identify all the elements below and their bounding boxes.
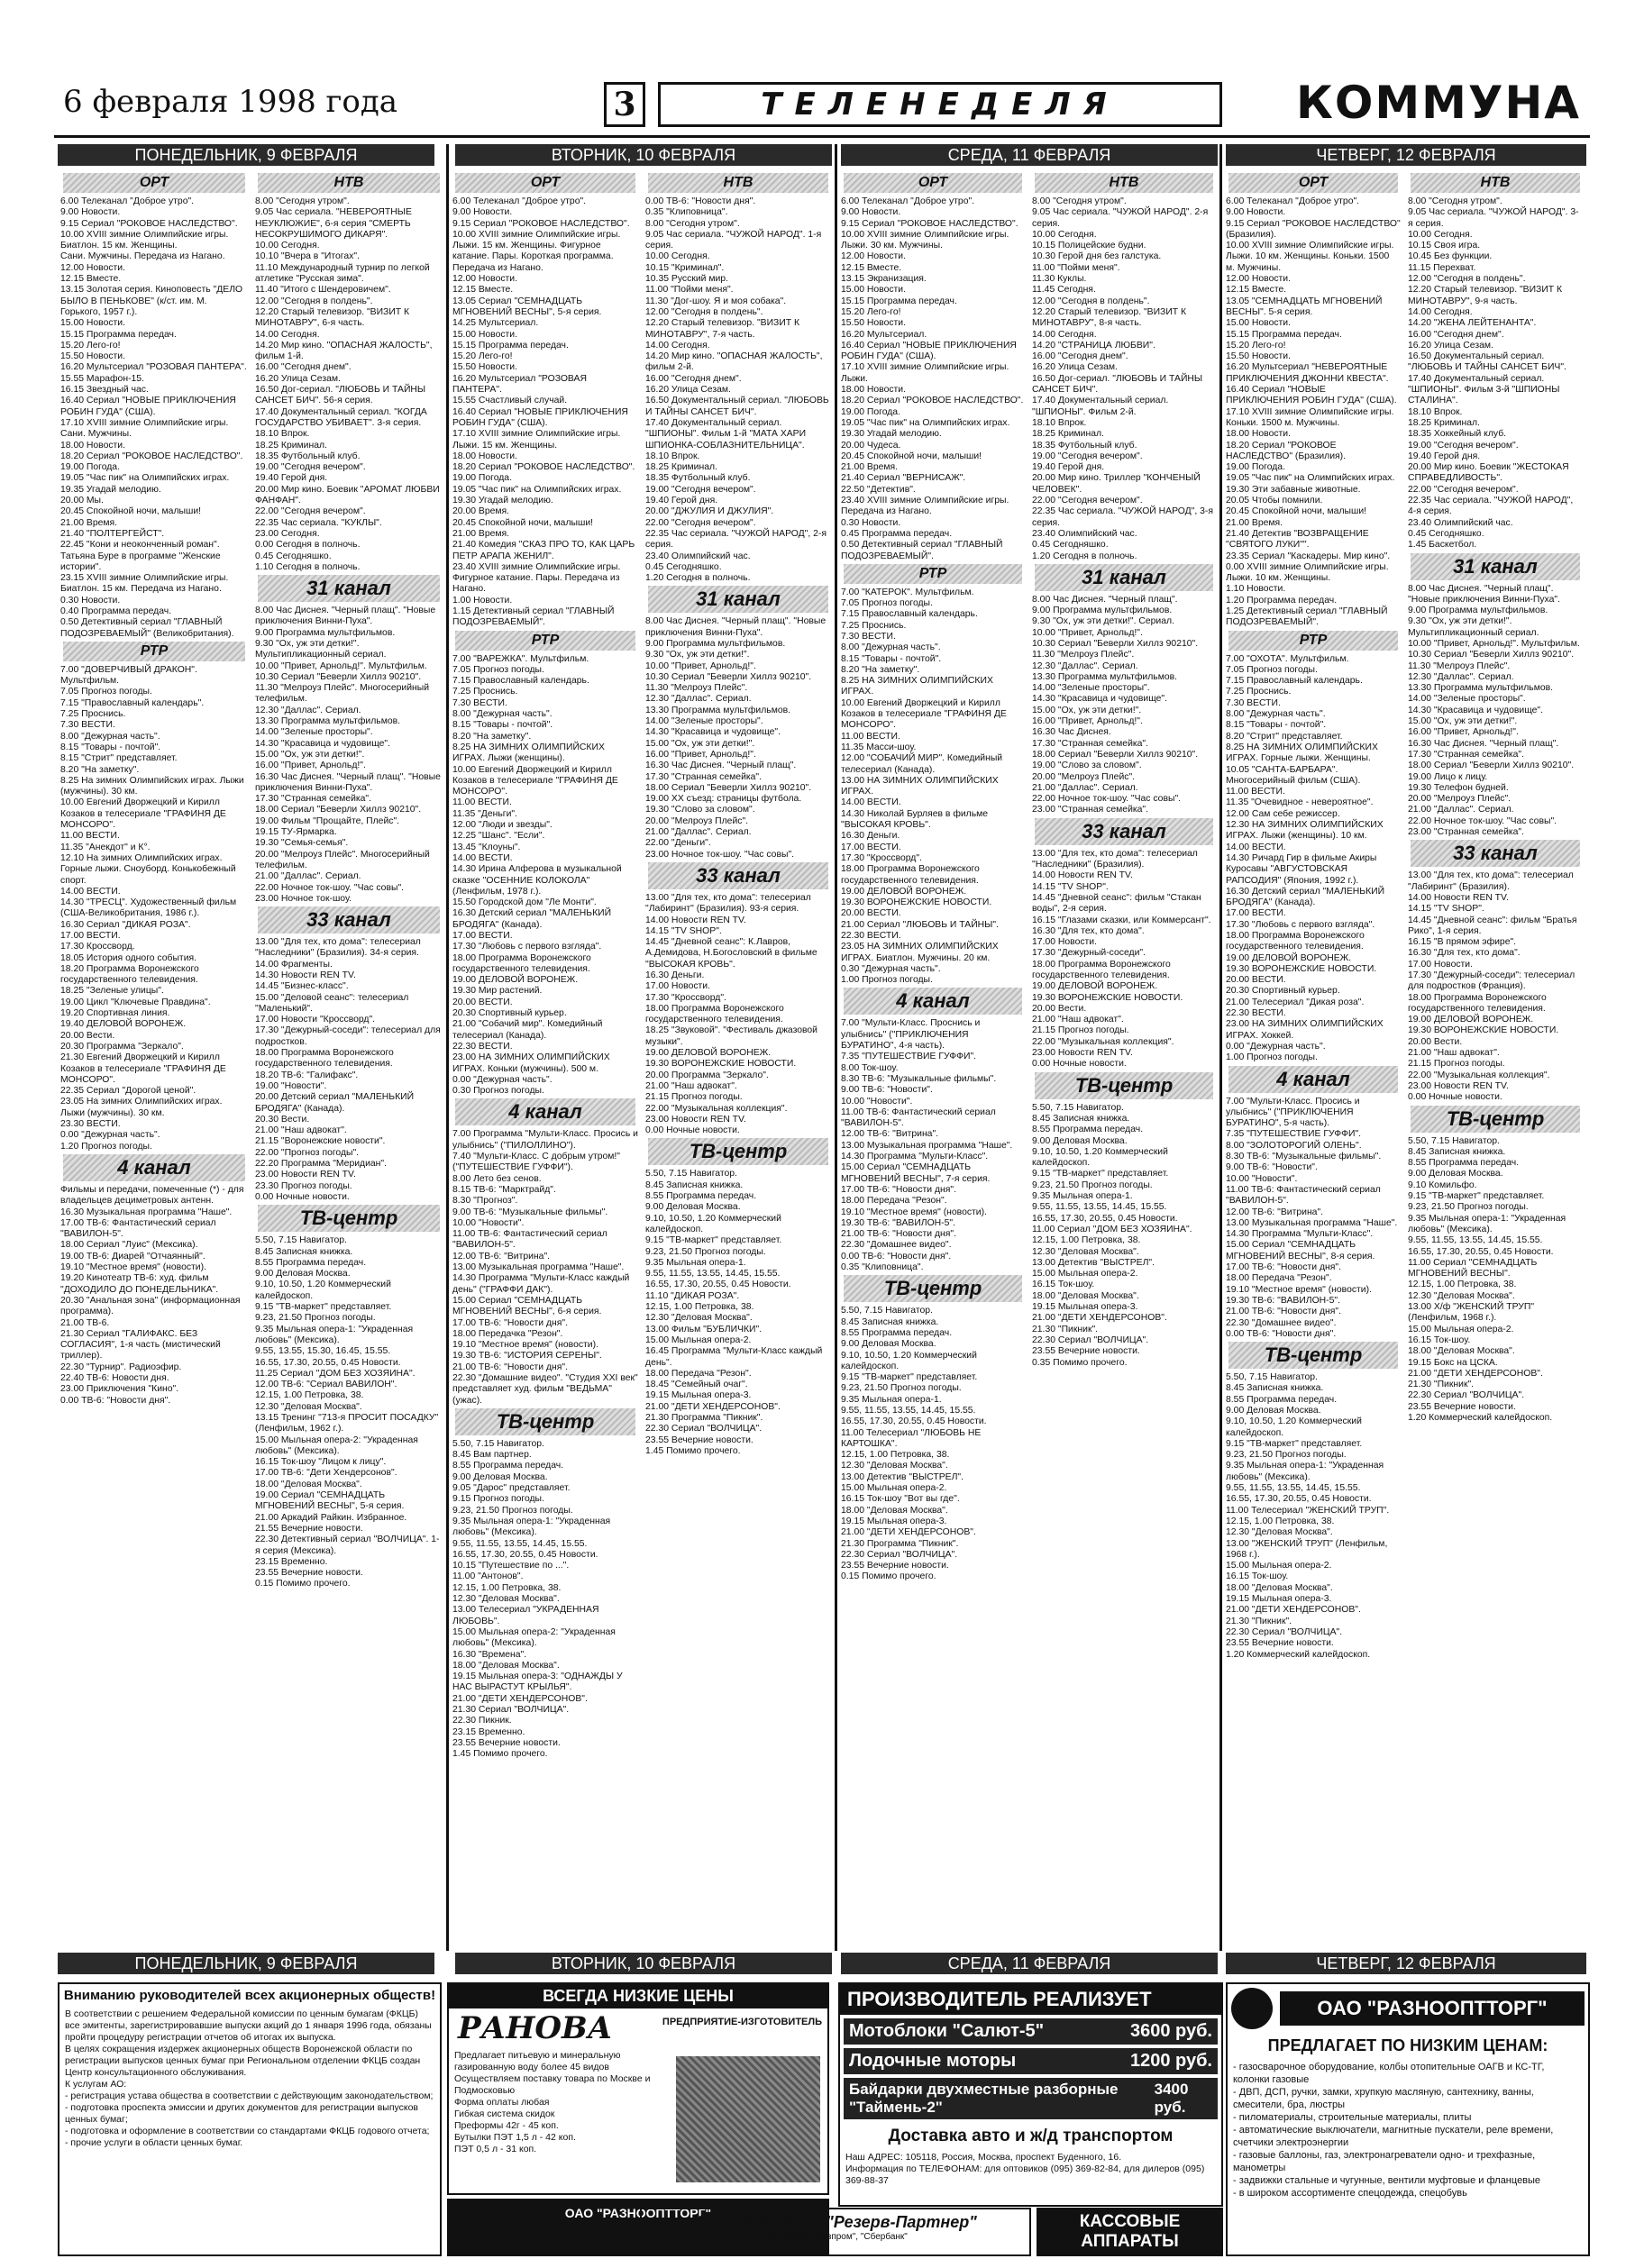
channel-header: 4 канал: [63, 1154, 245, 1181]
price-item: Мотоблоки "Салют-5": [849, 2021, 1045, 2041]
program-listing: 7.00 "Мульти-Класс. Проснись и улыбнись" ("ПРИКЛЮЧЕНИЯ БУРАТИНО", 4-я часть). 7.35 "ПУТЕШЕСТВИЕ ГУФФИ". 8.00 Ток-шоу. 8.30 ТВ-6: "Музыкальные фильмы". 9.00 ТВ-6: "Новости". 10.00 "Новости". 11.00 ТВ-6: Фантастический сериал "ВАВИЛОН-5". 12.00 ТВ-6: "Витрина". 13.00 Музыкальная программа "Наше". 14.30 Программа "Мульти-Класс". 15.00 Сериал "СЕМНАДЦАТЬ МГНОВЕНИЙ ВЕСНЫ", 7-я серия. 17.00 ТВ-6: "Новости дня". 18.00 Передача "Резон". 19.10 "Местное время" (новости). 19.30 ТВ-6: "ВАВИЛОН-5". 21.00 ТВ-6: "Новости дня". 22.30 "Домашнее видео". 0.00 ТВ-6: "Новости дня". 0.35 "Клиповница".: [841, 1018, 1013, 1273]
notice-title: Вниманию руководителей всех акционерных обществ!: [63, 1988, 436, 2003]
kassa-ad: [1037, 2208, 1223, 2256]
schedule-subcolumn: [252, 171, 445, 1946]
day-header-mon: ПОНЕДЕЛЬНИК, 9 ФЕВРАЛЯ: [58, 144, 434, 166]
channel-header: 33 канал: [1035, 818, 1213, 845]
notice-body: В соответствии с решением Федеральной комиссии по ценным бумагам (ФКЦБ) все эмитенты, зарегистрировавшие выпуски акций до 1 января 1996 года, обязаны пройти процедуру регистрации отчетов об итогах их выпуска. В целях сокращения издержек акционерных обществ Воронежской области по регистрации выпусков ценных бумаг при Региональном отделении ФКЦБ создан Центр консультационного обслуживания. К услугам АО: - регистрация устава общества в соответствии с действующим законодательством; - подготовка проспекта эмиссии и других документов для регистрации выпусков ценных бумаг; - подготовка и оформление в соответствии со стандартами ФКЦБ годового отчета; - прочие услуги в области ценных бумаг.: [65, 2008, 434, 2148]
program-listing: 5.50, 7.15 Навигатор. 8.45 Записная книжка. 8.55 Программа передач. 9.00 Деловая Москва. 9.10 Комильфо. 9.15 "ТВ-маркет" представляет. 9.23, 21.50 Прогноз погоды. 9.35 Мыльная опера-1: "Украденная любовь" (Мексика). 9.55, 11.55, 13.55, 14.45, 15.55. 16.55, 17.30, 20.55, 0.45 Новости. 11.00 Сериал "СЕМНАДЦАТЬ МГНОВЕНИЙ ВЕСНЫ". 12.15, 1.00 Петровка, 38. 12.30 "Деловая Москва". 13.00 Х/ф "ЖЕНСКИЙ ТРУП" (Ленфильм, 1968 г.). 15.00 Мыльная опера-2. 16.15 Ток-шоу. 18.00 "Деловая Москва". 19.15 Бокс на ЦСКА. 21.00 "ДЕТИ ХЕНДЕРСОНОВ". 21.30 "Пикник". 22.30 Сериал "ВОЛЧИЦА". 23.55 Вечерние новости. 1.20 Коммерческий калейдоскоп.: [1408, 1135, 1566, 1423]
channel-header: НТВ: [1035, 173, 1213, 193]
program-listing: 8.00 "Сегодня утром". 9.05 Час сериала. "ЧУЖОЙ НАРОД". 3-я серия. 10.00 Сегодня. 10.15 Своя игра. 10.45 Без функции. 11.15 Перехват. 12.00 "Сегодня в полдень". 12.20 Старый телевизор. "ВИЗИТ К МИНОТАВРУ", 9-я часть. 14.00 Сегодня. 14.20 "ЖЕНА ЛЕЙТЕНАНТА". 16.00 "Сегодня днем". 16.20 Улица Сезам. 16.50 Документальный сериал. "ЛЮБОВЬ И ТАЙНЫ САНСЕТ БИЧ". 17.40 Документальный сериал. "ШПИОНЫ". Фильм 3-й "ШПИОНЫ СТАЛИНА". 18.10 Впрок. 18.25 Криминал. 18.35 Хоккейный клуб. 19.00 "Сегодня вечером". 19.40 Герой дня. 20.00 Мир кино. Боевик "ЖЕСТОКАЯ СПРАВЕДЛИВОСТЬ". 22.00 "Сегодня вечером". 22.35 Час сериала. "ЧУЖОЙ НАРОД", 4-я серия. 23.40 Олимпийский час. 0.45 Сегодняшко. 1.45 Баскетбол.: [1408, 196, 1579, 551]
day-column-mon: [58, 171, 446, 1946]
channel-header: НТВ: [648, 173, 828, 193]
program-listing: 8.00 "Сегодня утром". 9.05 Час сериала. "ЧУЖОЙ НАРОД". 2-я серия. 10.00 Сегодня. 10.15 Полицейские будни. 10.30 Герой дня без галстука. 11.00 "Пойми меня". 11.30 Куклы. 11.45 Сегодня. 12.00 "Сегодня в полдень". 12.20 Старый телевизор. "ВИЗИТ К МИНОТАВРУ", 8-я часть. 14.00 Сегодня. 14.20 "СТРАНИЦА ЛЮБВИ". 16.00 "Сегодня днем". 16.20 Улица Сезам. 16.50 Дог-сериал. "ЛЮБОВЬ И ТАЙНЫ САНСЕТ БИЧ". 17.40 Документальный сериал. "ШПИОНЫ". Фильм 2-й. 18.10 Впрок. 18.25 Криминал. 18.35 Футбольный клуб. 19.00 "Сегодня вечером". 19.40 Герой дня. 20.00 Мир кино. Триллер "КОНЧЕНЫЙ ЧЕЛОВЕК". 22.00 "Сегодня вечером". 22.35 Час сериала. "ЧУЖОЙ НАРОД", 3-я серия. 23.40 Олимпийский час. 0.45 Сегодняшко. 1.20 Сегодня в полночь.: [1032, 196, 1213, 561]
program-listing: 8.00 Час Диснея. "Черный плащ". "Новые приключения Винни-Пуха". 9.00 Программа мультфильмов. 9.30 "Ох, уж эти детки!". Мультипликационный сериал. 10.00 "Привет, Арнольд!". Мультфильм. 10.30 Сериал "Беверли Хиллз 90210". 11.30 "Мелроуз Плейс". Многосерийный телефильм. 12.30 "Даллас". Сериал. 13.30 Программа мультфильмов. 14.00 "Зеленые просторы". 14.30 "Красавица и чудовище". 15.00 "Ох, уж эти детки!". 16.00 "Привет, Арнольд!". 16.30 Час Диснея. "Черный плащ". "Новые приключения Винни-Пуха". 17.30 "Странная семейка". 18.00 Сериал "Беверли Хиллз 90210". 19.00 Фильм "Прощайте, Плейс". 19.15 ТУ-Ярмарка. 19.30 "Семья-семья". 20.00 "Мелроуз Плейс". Многосерийный телефильм. 21.00 "Даллас". Сериал. 22.00 Ночное ток-шоу. "Час совы". 23.00 Ночное ток-шоу.: [255, 606, 441, 904]
razno-body: - газосварочное оборудование, колбы отопительные ОАГВ и КС-ТГ, колонки газовые - ДВП, ДСП, ручки, замки, хрупкую масляную, сантехнику, ванны, смесители, бра, люстры - пиломатериалы, строительные материалы, плиты - автоматические выключатели, магнитные пускатели, реле времени, счетчики электроэнергии - газовые баллоны, газ, электронагреватели одно- и трехфазные, манометры - задвижки стальные и чугунные, вентили муфтовые и фланцевые - в широком ассортименте спецодежда, спецобувь: [1233, 2062, 1554, 2199]
top-rule: [54, 135, 1590, 138]
program-listing: 13.00 "Для тех, кто дома": телесериал "Лабиринт" (Бразилия). 93-я серия. 14.00 Новости REN TV. 14.15 "TV SHOP". 14.45 "Дневной сеанс": К.Лавров, А.Демидова, Н.Богословский в фильме "ВЫСОКАЯ КРОВЬ". 16.30 Деньги. 17.00 Новости. 17.30 "Кроссворд". 18.00 Программа Воронежского государственного телевидения. 18.25 "Звуковой". "Фестиваль джазовой музыки". 19.00 ДЕЛОВОЙ ВОРОНЕЖ. 19.30 ВОРОНЕЖСКИЕ НОВОСТИ. 20.00 Программа "Зеркало". 21.00 "Наш адвокат". 21.15 Прогноз погоды. 22.00 "Музыкальная коллекция". 23.00 Новости REN TV. 0.00 Ночные новости.: [645, 892, 817, 1136]
channel-header: НТВ: [258, 173, 440, 193]
channel-header: ТВ-центр: [1035, 1072, 1213, 1099]
program-listing: 7.00 "ДОВЕРЧИВЫЙ ДРАКОН". Мультфильм. 7.05 Прогноз погоды. 7.15 "Православный календарь". 7.25 Проснись. 7.30 ВЕСТИ. 8.00 "Дежурная часть". 8.15 "Товары - почтой". 8.15 "Стрит" представляет. 8.20 "На заметку". 8.25 На зимних Олимпийских играх. Лыжи (мужчины). 30 км. 10.00 Евгений Дворжецкий и Кирилл Козаков в телесериале "ГРАФИНЯ ДЕ МОНСОРО". 11.00 ВЕСТИ. 11.35 "Анекдот" и К°. 12.10 На зимних Олимпийских играх. Горные лыжи. Сноуборд. Конькобежный спорт. 14.00 ВЕСТИ. 14.30 "ТРЕСЦ". Художественный фильм (США-Великобритания, 1986 г.). 16.30 Сериал "ДИКАЯ РОЗА". 17.00 ВЕСТИ. 17.30 Кроссворд. 18.05 История одного события. 18.20 Программа Воронежского государственного телевидения. 18.25 "Зеленые улицы". 19.00 Цикл "Ключевые Правдина". 19.20 Спортивная линия. 19.40 ДЕЛОВОЙ ВОРОНЕЖ. 20.00 Вести. 20.30 Программа "Зеркало". 21.30 Евгений Дворжецкий и Кирилл Козаков в телесериале "ГРАФИНЯ ДЕ МОНСОРО". 22.35 Сериал "Дорогой ценой". 23.05 На зимних Олимпийских играх. Лыжи (мужчины). 30 км. 23.30 ВЕСТИ. 0.00 "Дежурная часть". 1.20 Прогноз погоды.: [60, 664, 244, 1152]
column-divider: [835, 144, 837, 1951]
price-item: Байдарки двухместные разборные "Таймень-2": [849, 2081, 1119, 2116]
kassa-text: КАССОВЫЕ АППАРАТЫ: [1079, 2212, 1181, 2251]
day-header-tue: ВТОРНИК, 10 ФЕВРАЛЯ: [455, 144, 832, 166]
razno-sub: ПРЕДЛАГАЕТ ПО НИЗКИМ ЦЕНАМ:: [1267, 2036, 1548, 2054]
schedule-subcolumn: [1029, 171, 1219, 1946]
program-listing: 8.00 Час Диснея. "Черный плащ". 9.00 Программа мультфильмов. 9.30 "Ох, уж эти детки!". Сериал. 10.00 "Привет, Арнольд!". 10.30 Сериал "Беверли Хиллз 90210". 11.30 "Мелроуз Плейс". 12.30 "Даллас". Сериал. 13.30 Программа мультфильмов. 14.00 "Зеленые просторы". 14.30 "Красавица и чудовище". 15.00 "Ох, уж эти детки!". 16.00 "Привет, Арнольд!". 16.30 Час Диснея. 17.30 "Странная семейка". 18.00 Сериал "Беверли Хиллз 90210". 19.00 "Слово за словом". 20.00 "Мелроуз Плейс". 21.00 "Даллас". Сериал. 22.00 Ночное ток-шоу. "Час совы". 23.00 "Странная семейка".: [1032, 594, 1199, 815]
company-logo-icon: [1231, 1988, 1273, 2029]
rezerv-sub: РАО "ЕЭС", "Газпром", "Сбербанк": [763, 2232, 908, 2242]
program-listing: 5.50, 7.15 Навигатор. 8.45 Записная книжка. 8.55 Программа передач. 9.00 Деловая Москва. 9.10, 10.50, 1.20 Коммерческий калейдоскоп. 9.15 "ТВ-маркет" представляет. 9.23, 21.50 Прогноз погоды. 9.35 Мыльная опера-1: "Украденная любовь" (Мексика). 9.55, 11.55, 13.55, 14.45, 15.55. 16.55, 17.30, 20.55, 0.45 Новости. 11.00 Телесериал "ЖЕНСКИЙ ТРУП". 12.15, 1.00 Петровка, 38. 12.30 "Деловая Москва". 13.00 "ЖЕНСКИЙ ТРУП" (Ленфильм, 1968 г.). 15.00 Мыльная опера-2. 16.15 Ток-шоу. 18.00 "Деловая Москва". 19.15 Мыльная опера-3. 21.00 "ДЕТИ ХЕНДЕРСОНОВ". 21.30 "Пикник". 22.30 Сериал "ВОЛЧИЦА". 23.55 Вечерние новости. 1.20 Коммерческий калейдоскоп.: [1226, 1372, 1390, 1660]
channel-header: РТР: [455, 631, 635, 651]
program-listing: 7.00 Программа "Мульти-Класс. Просись и улыбнись" ("ПИЛОЛЛИНО"). 7.40 "Мульти-Класс. С добрым утром!" ("ПУТЕШЕСТВИЕ ГУФФИ"). 8.00 Лето без сенов. 8.15 ТВ-6: "Марктрайд". 8.30 "Прогноз". 9.00 ТВ-6: "Музыкальные фильмы". 10.00 "Новости". 11.00 ТВ-6: Фантастический сериал "ВАВИЛОН-5". 12.00 ТВ-6: "Витрина". 13.00 Музыкальная программа "Наше". 14.30 Программа "Мульти-Класс каждый день" ("ГРАФФИ ДАК"). 15.00 Сериал "СЕМНАДЦАТЬ МГНОВЕНИЙ ВЕСНЫ", 6-я серия. 17.00 ТВ-6: "Новости дня". 18.00 Передачка "Резон". 19.10 "Местное время" (новости). 19.30 ТВ-6: "ИСТОРИЯ СЕРЕНЫ". 21.00 ТВ-6: "Новости дня". 22.30 "Домашние видео". "Студия XXI век" представляет худ. фильм "ВЕДЬМА" (ужас).: [452, 1129, 638, 1406]
producer-title: ПРОИЗВОДИТЕЛЬ РЕАЛИЗУЕТ: [840, 1984, 1221, 2015]
program-listing: 13.00 "Для тех, кто дома": телесериал "Наследники" (Бразилия). 14.00 Новости REN TV. 14.15 "TV SHOP". 14.45 "Дневной сеанс": фильм "Стакан воды", 2-я серия. 16.15 "Глазами сказки, или Коммерсант". 16.30 "Для тех, кто дома". 17.00 Новости. 17.30 "Дежурный-соседи". 18.00 Программа Воронежского государственного телевидения. 19.00 ДЕЛОВОЙ ВОРОНЕЖ. 19.30 ВОРОНЕЖСКИЕ НОВОСТИ. 20.00 Вести. 21.00 "Наш адвокат". 21.15 Прогноз погоды. 22.00 "Музыкальная коллекция". 23.00 Новости REN TV. 0.00 Ночные новости.: [1032, 848, 1211, 1070]
program-listing: 5.50, 7.15 Навигатор. 8.45 Вам партнер. 8.55 Программа передач. 9.00 Деловая Москва. 9.05 "Дарос" представляет. 9.15 Прогноз погоды. 9.23, 21.50 Прогноз погоды. 9.35 Мыльная опера-1: "Украденная любовь" (Мексика). 9.55, 11.55, 13.55, 14.45, 15.55. 16.55, 17.30, 20.55, 0.45 Новости. 10.15 "Путешествие по ...". 11.00 "Антонов". 12.15, 1.00 Петровка, 38. 12.30 "Деловая Москва". 13.00 Телесериал "УКРАДЕННАЯ ЛЮБОВЬ". 15.00 Мыльная опера-2: "Украденная любовь" (Мексика). 16.30 "Времена". 18.00 "Деловая Москва". 19.15 Мыльная опера-3: "ОДНАЖДЫ У НАС ВЫРАСТУТ КРЫЛЬЯ". 21.00 "ДЕТИ ХЕНДЕРСОНОВ". 21.30 Сериал "ВОЛЧИЦА". 22.30 Пикник. 23.15 Временно. 23.55 Вечерние новости. 1.45 Помимо прочего.: [452, 1438, 623, 1760]
program-listing: 7.00 "ВАРЕЖКА". Мультфильм. 7.05 Прогноз погоды. 7.15 Православный календарь. 7.25 Проснись. 7.30 ВЕСТИ. 8.00 "Дежурная часть". 8.15 "Товары - почтой". 8.20 "На заметку". 8.25 НА ЗИМНИХ ОЛИМПИЙСКИХ ИГРАХ. Лыжи (женщины). 10.00 Евгений Дворжецкий и Кирилл Козаков в телесериале "ГРАФИНЯ ДЕ МОНСОРО". 11.00 ВЕСТИ. 11.35 "Деньги". 12.00 "Люди и звезды". 12.25 "Шанс". "Если". 13.45 "Клоуны". 14.00 ВЕСТИ. 14.30 Ирина Алферова в музыкальной сказке "ОСЕННИЕ КОЛОКОЛА" (Ленфильм, 1978 г.). 15.50 Городской дом "Ле Монти". 16.30 Детский сериал "МАЛЕНЬКИЙ БРОДЯГА" (Канада). 17.00 ВЕСТИ. 17.30 "Любовь с первого взгляда". 18.00 Программа Воронежского государственного телевидения. 19.00 ДЕЛОВОЙ ВОРОНЕЖ. 19.30 Мир растений. 20.00 ВЕСТИ. 20.30 Спортивный курьер. 21.00 "Собачий мир". Комедийный телесериал (Канада). 22.30 ВЕСТИ. 23.00 НА ЗИМНИХ ОЛИМПИЙСКИХ ИГРАХ. Коньки (мужчины). 500 м. 0.00 "Дежурная часть". 0.30 Прогноз погоды.: [452, 653, 622, 1097]
program-listing: 8.00 Час Диснея. "Черный плащ". "Новые приключения Винни-Пуха". 9.00 Программа мультфильмов. 9.30 "Ох, уж эти детки!". 10.00 "Привет, Арнольд!". 10.30 Сериал "Беверли Хиллз 90210". 11.30 "Мелроуз Плейс". 12.30 "Даллас". Сериал. 13.30 Программа мультфильмов. 14.00 "Зеленые просторы". 14.30 "Красавица и чудовище". 15.00 "Ох, уж эти детки!". 16.00 "Привет, Арнольд!". 16.30 Час Диснея. "Черный плащ". 17.30 "Странная семейка". 18.00 Сериал "Беверли Хиллз 90210". 19.00 XX съезд: страницы футбола. 19.30 "Слово за словом". 20.00 "Мелроуз Плейс". 21.00 "Даллас". Сериал. 22.00 "Деньги". 23.00 Ночное ток-шоу. "Час совы".: [645, 616, 827, 860]
price-value: 1200 руб.: [1129, 2051, 1212, 2071]
channel-header: 33 канал: [648, 862, 828, 889]
raznoopttorg-ad: [1226, 1982, 1590, 2256]
schedule-subcolumn: [450, 171, 641, 1946]
channel-header: ТВ-центр: [1228, 1342, 1398, 1369]
channel-header: 4 канал: [844, 988, 1022, 1015]
auto-parts-text: ОАО "РАЗНООПТТОРГ": [449, 2200, 827, 2254]
price-value: 3600 руб.: [1129, 2021, 1212, 2041]
rezerv-title: ОАО "Компания "Резерв-Партнер": [694, 2213, 977, 2231]
channel-header: ТВ-центр: [844, 1275, 1022, 1302]
ranova-sub: ПРЕДПРИЯТИЕ-ИЗГОТОВИТЕЛЬ: [662, 2017, 822, 2027]
price-row: [844, 2078, 1218, 2119]
program-listing: 5.50, 7.15 Навигатор. 8.45 Записная книжка. 8.55 Программа передач. 9.00 Деловая Москва. 9.10, 10.50, 1.20 Коммерческий калейдоскоп. 9.15 "ТВ-маркет" представляет. 9.23, 21.50 Прогноз погоды. 9.35 Мыльная опера-1. 9.55, 11.55, 13.55, 14.45, 15.55. 16.55, 17.30, 20.55, 0.45 Новости. 11.00 Телесериал "ЛЮБОВЬ НЕ КАРТОШКА". 12.15, 1.00 Петровка, 38. 12.30 "Деловая Москва". 13.00 Детектив "ВЫСТРЕЛ". 15.00 Мыльная опера-2. 16.15 Ток-шоу "Вот вы где". 18.00 "Деловая Москва". 19.15 Мыльная опера-3. 21.00 "ДЕТИ ХЕНДЕРСОНОВ". 21.30 Программа "Пикник". 22.30 Сериал "ВОЛЧИЦА". 23.55 Вечерние новости. 0.15 Помимо прочего.: [841, 1306, 987, 1582]
channel-header: РТР: [63, 642, 245, 661]
day-column-wed: [838, 171, 1219, 1946]
day-footer-mon: ПОНЕДЕЛЬНИК, 9 ФЕВРАЛЯ: [58, 1953, 434, 1974]
producer-ad: [838, 1982, 1223, 2207]
church-image: [676, 2056, 820, 2182]
page-number: 3: [604, 82, 645, 127]
program-listing: 7.00 "Мульти-Класс. Просись и улыбнись" ("ПРИКЛЮЧЕНИЯ БУРАТИНО", 5-я часть). 7.35 "ПУТЕШЕСТВИЕ ГУФФИ". 8.00 "ЗОЛОТОРОГИЙ ОЛЕНЬ". 8.30 ТВ-6: "Музыкальные фильмы". 9.00 ТВ-6: "Новости". 10.00 "Новости". 11.00 ТВ-6: Фантастический сериал "ВАВИЛОН-5". 12.00 ТВ-6: "Витрина". 13.00 Музыкальная программа "Наше". 14.30 Программа "Мульти-Класс". 15.00 Сериал "СЕМНАДЦАТЬ МГНОВЕНИЙ ВЕСНЫ", 8-я серия. 17.00 ТВ-6: "Новости дня". 18.00 Передача "Резон". 19.10 "Местное время" (новости). 19.30 ТВ-6: "ВАВИЛОН-5". 21.00 ТВ-6: "Новости дня". 22.30 "Домашнее видео". 0.00 ТВ-6: "Новости дня".: [1226, 1096, 1398, 1339]
price-row: [844, 2018, 1218, 2045]
channel-header: ТВ-центр: [648, 1138, 828, 1165]
price-item: Лодочные моторы: [849, 2051, 1017, 2071]
channel-header: ТВ-центр: [1411, 1106, 1580, 1133]
producer-address: Наш АДРЕС: 105118, Россия, Москва, проспект Буденного, 16. Информация по ТЕЛЕФОНАМ: для оптовиков (095) 369-82-84, для дилеров (095) 369-88-37: [845, 2152, 1205, 2186]
program-listing: 6.00 Телеканал "Доброе утро". 9.00 Новости. 9.15 Сериал "РОКОВОЕ НАСЛЕДСТВО". 10.00 XVIII зимние Олимпийские игры. Лыжи. 30 км. Мужчины. 12.00 Новости. 12.15 Вместе. 13.15 Экранизация. 15.00 Новости. 15.15 Программа передач. 15.20 Лего-го! 15.50 Новости. 16.20 Мультсериал. 16.40 Сериал "НОВЫЕ ПРИКЛЮЧЕНИЯ РОБИН ГУДА" (США). 17.10 XVIII зимние Олимпийские игры. Лыжи. 18.00 Новости. 18.20 Сериал "РОКОВОЕ НАСЛЕДСТВО". 19.00 Погода. 19.05 "Час пик" на Олимпийских играх. 19.30 Угадай мелодию. 20.00 Чудеса. 20.45 Спокойной ночи, малыши! 21.00 Время. 21.40 Сериал "ВЕРНИСАЖ". 22.50 "Детектив". 23.40 XVIII зимние Олимпийские игры. Передача из Нагано. 0.30 Новости. 0.45 Программа передач. 0.50 Детективный сериал "ГЛАВНЫЙ ПОДОЗРЕВАЕМЫЙ".: [841, 196, 1024, 561]
program-listing: 5.50, 7.15 Навигатор. 8.45 Записная книжка. 8.55 Программа передач. 9.00 Деловая Москва. 9.10, 10.50, 1.20 Коммерческий калейдоскоп. 9.15 "ТВ-маркет" представляет. 9.23, 21.50 Прогноз погоды. 9.35 Мыльная опера-1. 9.55, 11.55, 13.55, 14.45, 15.55. 16.55, 17.30, 20.55, 0.45 Новости. 11.10 "ДИКАЯ РОЗА". 12.15, 1.00 Петровка, 38. 12.30 "Деловая Москва". 13.00 Фильм "БУБЛИЧКИ". 15.00 Мыльная опера-2. 16.45 Программа "Мульти-Класс каждый день". 18.00 Передача "Резон". 18.45 "Семейный очаг". 19.15 Мыльная опера-3. 21.00 "ДЕТИ ХЕНДЕРСОНОВ". 21.30 Программа "Пикник". 22.30 Сериал "ВОЛЧИЦА". 23.55 Вечерние новости. 1.45 Помимо прочего.: [645, 1169, 823, 1456]
newspaper-logo: КОММУНА: [1296, 77, 1581, 129]
day-header-wed: СРЕДА, 11 ФЕВРАЛЯ: [841, 144, 1218, 166]
program-listing: 8.00 "Сегодня утром". 9.05 Час сериала. "НЕВЕРОЯТНЫЕ НЕУКЛЮЖИЕ", 6-я серия "СМЕРТЬ НЕСОКРУШИМОГО ДИКАРЯ". 10.00 Сегодня. 10.10 "Вчера в "Итогах". 11.10 Международный турнир по легкой атлетике "Русская зима". 11.40 "Итого с Шендеровичем". 12.00 "Сегодня в полдень". 12.20 Старый телевизор. "ВИЗИТ К МИНОТАВРУ", 6-я часть. 14.00 Сегодня. 14.20 Мир кино. "ОПАСНАЯ ЖАЛОСТЬ", фильм 1-й. 16.00 "Сегодня днем". 16.20 Улица Сезам. 16.50 Дог-сериал. "ЛЮБОВЬ И ТАЙНЫ САНСЕТ БИЧ". 56-я серия. 17.40 Документальный сериал. "КОГДА ГОСУДАРСТВО УБИВАЕТ". 3-я серия. 18.10 Впрок. 18.25 Криминал. 18.35 Футбольный клуб. 19.00 "Сегодня вечером". 19.40 Герой дня. 20.00 Мир кино. Боевик "АРОМАТ ЛЮБВИ ФАНФАН". 22.00 "Сегодня вечером". 22.35 Час сериала. "КУКЛЫ". 23.00 Сегодня. 0.00 Сегодня в полночь. 0.45 Сегодняшко. 1.10 Сегодня в полночь.: [255, 196, 440, 572]
column-divider: [446, 144, 449, 1951]
program-listing: 7.00 "КАТЕРОК". Мультфильм. 7.05 Прогноз погоды. 7.15 Православный календарь. 7.25 Проснись. 7.30 ВЕСТИ. 8.00 "Дежурная часть". 8.15 "Товары - почтой". 8.20 "На заметку". 8.25 НА ЗИМНИХ ОЛИМПИЙСКИХ ИГРАХ. 10.00 Евгений Дворжецкий и Кирилл Козаков в телесериале "ГРАФИНЯ ДЕ МОНСОРО". 11.00 ВЕСТИ. 11.35 Масси-шоу. 12.00 "СОБАЧИЙ МИР". Комедийный телесериал (Канада). 13.00 НА ЗИМНИХ ОЛИМПИЙСКИХ ИГРАХ. 14.00 ВЕСТИ. 14.30 Николай Бурляев в фильме "ВЫСОКАЯ КРОВЬ". 16.30 Деньги. 17.00 ВЕСТИ. 17.30 "Кроссворд". 18.00 Программа Воронежского государственного телевидения. 19.00 ДЕЛОВОЙ ВОРОНЕЖ. 19.30 ВОРОНЕЖСКИЕ НОВОСТИ. 20.00 ВЕСТИ. 21.00 Сериал "ЛЮБОВЬ И ТАЙНЫ". 22.30 ВЕСТИ. 23.05 НА ЗИМНИХ ОЛИМПИЙСКИХ ИГРАХ. Биатлон. Мужчины. 20 км. 0.30 "Дежурная часть". 1.00 Прогноз погоды.: [841, 587, 1007, 986]
program-listing: 13.00 "Для тех, кто дома": телесериал "Наследники" (Бразилия). 34-я серия. 14.00 Фрагменты. 14.30 Новости REN TV. 14.45 "Бизнес-класс". 15.00 "Деловой сеанс": телесериал "Маленький". 17.00 Новости "Кроссворд". 17.30 "Дежурный-соседи": телесериал для подростков. 18.00 Программа Воронежского государственного телевидения. 18.20 ТВ-6: "Галифакс". 19.00 "Новости". 20.00 Детский сериал "МАЛЕНЬКИЙ БРОДЯГА" (Канада). 20.30 Вести. 21.00 "Наш адвокат". 21.15 "Воронежские новости". 22.00 "Прогноз погоды". 22.20 Программа "Меридиан". 23.00 Новости REN TV. 23.30 Прогноз погоды. 0.00 Ночные новости.: [255, 937, 441, 1202]
section-title: ТЕЛЕНЕДЕЛЯ: [658, 82, 1222, 127]
day-footer-wed: СРЕДА, 11 ФЕВРАЛЯ: [841, 1953, 1218, 1974]
rezerv-ad: [640, 2208, 1031, 2256]
issue-date: 6 февраля 1998 года: [63, 84, 398, 120]
channel-header: 4 канал: [455, 1098, 635, 1125]
channel-header: 33 канал: [258, 906, 440, 934]
day-footer-thu: ЧЕТВЕРГ, 12 ФЕВРАЛЯ: [1226, 1953, 1586, 1974]
delivery-line: Доставка авто и ж/д транспортом: [888, 2127, 1174, 2145]
program-listing: 7.00 "ОХОТА". Мультфильм. 7.05 Прогноз погоды. 7.15 Православный календарь. 7.25 Проснись. 7.30 ВЕСТИ. 8.00 "Дежурная часть". 8.15 "Товары - почтой". 8.20 "Стрит" представляет. 8.25 НА ЗИМНИХ ОЛИМПИЙСКИХ ИГРАХ. Горные лыжи. Женщины. 10.05 "САНТА-БАРБАРА". Многосерийный фильм (США). 11.00 ВЕСТИ. 11.35 "Очевидное - невероятное". 12.00 Сам себе режиссер. 12.30 НА ЗИМНИХ ОЛИМПИЙСКИХ ИГРАХ. Лыжи (женщины). 10 км. 14.00 ВЕСТИ. 14.30 Ричард Гир в фильме Акиры Куросавы "АВГУСТОВСКАЯ РАПСОДИЯ" (Япония, 1992 г.). 16.30 Детский сериал "МАЛЕНЬКИЙ БРОДЯГА" (Канада). 17.00 ВЕСТИ. 17.30 "Любовь с первого взгляда". 18.00 Программа Воронежского государственного телевидения. 19.00 ДЕЛОВОЙ ВОРОНЕЖ. 19.30 ВОРОНЕЖСКИЕ НОВОСТИ. 20.00 ВЕСТИ. 20.30 Спортивный курьер. 21.00 Телесериал "Дикая роза". 22.30 ВЕСТИ. 23.00 НА ЗИМНИХ ОЛИМПИЙСКИХ ИГРАХ. Хоккей. 0.00 "Дежурная часть". 1.00 Прогноз погоды.: [1226, 653, 1385, 1063]
channel-header: ТВ-центр: [455, 1408, 635, 1435]
program-listing: Фильмы и передачи, помеченные (*) - для владельцев дециметровых антенн. 16.30 Музыкальная программа "Наше". 17.00 ТВ-6: Фантастический сериал "ВАВИЛОН-5". 18.00 Сериал "Луис" (Мексика). 19.00 ТВ-6: Диарей "Отчаянный". 19.10 "Местное время" (новости). 19.20 Кинотеатр ТВ-6: худ. фильм "ДОХОДИЛО ДО ПОНЕДЕЛЬНИКА". 20.30 "Анальная зона" (информационная программа). 21.00 ТВ-6. 21.30 Сериал "ГАЛИФАКС. БЕЗ СОГЛАСИЯ", 1-я часть (мистический триллер). 22.30 "Турнир". Радиоэфир. 22.40 ТВ-6: Новости дня. 23.00 Приключения "Кино". 0.00 ТВ-6: "Новости дня".: [60, 1184, 244, 1406]
channel-header: ОРТ: [455, 173, 635, 193]
channel-header: РТР: [844, 564, 1022, 584]
ranova-ad: [447, 1982, 829, 2195]
channel-header: ОРТ: [63, 173, 245, 193]
channel-header: НТВ: [1411, 173, 1580, 193]
channel-header: 31 канал: [1035, 564, 1213, 591]
program-listing: 8.00 Час Диснея. "Черный плащ". "Новые приключения Винни-Пуха". 9.00 Программа мультфильмов. 9.30 "Ох, уж эти детки!". Мультипликационный сериал. 10.00 "Привет, Арнольд!". Мультфильм. 10.30 Сериал "Беверли Хиллз 90210". 11.30 "Мелроуз Плейс". 12.30 "Даллас". Сериал. 13.30 Программа мультфильмов. 14.00 "Зеленые просторы". 14.30 "Красавица и чудовище". 15.00 "Ох, уж эти детки!". 16.00 "Привет, Арнольд!". 16.30 Час Диснея. "Черный плащ". 17.30 "Странная семейка". 18.00 Сериал "Беверли Хиллз 90210". 19.00 Лицо к лицу. 19.30 Телефон будней. 20.00 "Мелроуз Плейс". 21.00 "Даллас". Сериал. 22.00 Ночное ток-шоу. "Час совы". 23.00 "Странная семейка".: [1408, 583, 1580, 838]
channel-header: ТВ-центр: [258, 1205, 440, 1232]
program-listing: 0.00 ТВ-6: "Новости дня". 0.35 "Клиповница". 8.00 "Сегодня утром". 9.05 Час сериала. "ЧУЖОЙ НАРОД". 1-я серия. 10.00 Сегодня. 10.15 "Криминал". 10.35 Русский мир. 11.00 "Пойми меня". 11.30 "Дог-шоу. Я и моя собака". 12.00 "Сегодня в полдень". 12.20 Старый телевизор. "ВИЗИТ К МИНОТАВРУ", 7-я часть. 14.00 Сегодня. 14.20 Мир кино. "ОПАСНАЯ ЖАЛОСТЬ", фильм 2-й. 16.00 "Сегодня днем". 16.20 Улица Сезам. 16.50 Документальный сериал. "ЛЮБОВЬ И ТАЙНЫ САНСЕТ БИЧ". 17.40 Документальный сериал. "ШПИОНЫ". Фильм 1-й "МАТА ХАРИ ШПИОНКА-СОБЛАЗНИТЕЛЬНИЦА". 18.10 Впрок. 18.25 Криминал. 18.35 Футбольный клуб. 19.00 "Сегодня вечером". 19.40 Герой дня. 20.00 "ДЖУЛИЯ И ДЖУЛИЯ". 22.00 "Сегодня вечером". 22.35 Час сериала. "ЧУЖОЙ НАРОД", 2-я серия. 23.40 Олимпийский час. 0.45 Сегодняшко. 1.20 Сегодня в полночь.: [645, 196, 829, 584]
schedule-subcolumn: [643, 171, 834, 1946]
price-value: 3400 руб.: [1154, 2081, 1189, 2116]
channel-header: 31 канал: [648, 586, 828, 613]
masthead: [63, 77, 1581, 131]
program-listing: 6.00 Телеканал "Доброе утро". 9.00 Новости. 9.15 Сериал "РОКОВОЕ НАСЛЕДСТВО". 10.00 XVIII зимние Олимпийские игры. Лыжи. 15 км. Женщины. Фигурное катание. Пары. Короткая программа. Передача из Нагано. 12.00 Новости. 12.15 Вместе. 13.05 Сериал "СЕМНАДЦАТЬ МГНОВЕНИЙ ВЕСНЫ", 5-я серия. 14.25 Мультсериал. 15.00 Новости. 15.15 Программа передач. 15.20 Лего-го! 15.50 Новости. 16.20 Мультсериал "РОЗОВАЯ ПАНТЕРА". 15.55 Счастливый случай. 16.40 Сериал "НОВЫЕ ПРИКЛЮЧЕНИЯ РОБИН ГУДА" (США). 17.10 XVIII зимние Олимпийские игры. Лыжи. 15 км. Женщины. 18.00 Новости. 18.20 Сериал "РОКОВОЕ НАСЛЕДСТВО". 19.00 Погода. 19.05 "Час пик" на Олимпийских играх. 19.30 Угадай мелодию. 20.00 Время. 20.45 Спокойной ночи, малыши! 21.00 Время. 21.40 Комедия "СКАЗ ПРО ТО, КАК ЦАРЬ ПЕТР АРАПА ЖЕНИЛ". 23.40 XVIII зимние Олимпийские игры. Фигурное катание. Пары. Передача из Нагано. 1.00 Новости. 1.15 Детективный сериал "ГЛАВНЫЙ ПОДОЗРЕВАЕМЫЙ".: [452, 196, 635, 628]
day-footer-tue: ВТОРНИК, 10 ФЕВРАЛЯ: [455, 1953, 832, 1974]
price-row: [844, 2048, 1218, 2074]
schedule-subcolumn: [58, 171, 251, 1946]
column-divider: [1219, 144, 1222, 1951]
channel-header: ОРТ: [844, 173, 1022, 193]
program-listing: 6.00 Телеканал "Доброе утро". 9.00 Новости. 9.15 Сериал "РОКОВОЕ НАСЛЕДСТВО" (Бразилия). 10.00 XVIII зимние Олимпийские игры. Лыжи. 10 км. Женщины. Коньки. 1500 м. Мужчины. 12.00 Новости. 12.15 Вместе. 13.05 "СЕМНАДЦАТЬ МГНОВЕНИЙ ВЕСНЫ". 5-я серия. 15.00 Новости. 15.15 Программа передач. 15.20 Лего-го! 15.50 Новости. 16.20 Мультсериал "НЕВЕРОЯТНЫЕ ПРИКЛЮЧЕНИЯ ДЖОННИ КВЕСТА". 16.40 Сериал "НОВЫЕ ПРИКЛЮЧЕНИЯ РОБИН ГУДА" (США). 17.10 XVIII зимние Олимпийские игры. Коньки. 1500 м. Мужчины. 18.00 Новости. 18.20 Сериал "РОКОВОЕ НАСЛЕДСТВО" (Бразилия). 19.00 Погода. 19.05 "Час пик" на Олимпийских играх. 19.30 Эти забавные животные. 20.05 Чтобы помнили. 20.45 Спокойной ночи, малыши! 21.00 Время. 21.40 Детектив "ВОЗВРАЩЕНИЕ "СВЯТОГО ЛУКИ"". 23.35 Сериал "Каскадеры. Мир кино". 0.00 XVIII зимние Олимпийские игры. Лыжи. 10 км. Женщины. 1.10 Новости. 1.20 Программа передач. 1.25 Детективный сериал "ГЛАВНЫЙ ПОДОЗРЕВАЕМЫЙ".: [1226, 196, 1401, 628]
ranova-body: Предлагает питьевую и минеральную газированную воду более 45 видов Осуществляем поставку товара по Москве и Подмосковью Форма оплаты любая Гибкая система скидок Преформы 42г - 45 коп. Бутылки ПЭТ 1,5 л - 42 коп. ПЭТ 0,5 л - 31 коп.: [454, 2050, 651, 2154]
channel-header: 31 канал: [1411, 553, 1580, 580]
day-header-thu: ЧЕТВЕРГ, 12 ФЕВРАЛЯ: [1226, 144, 1586, 166]
channel-header: 31 канал: [258, 575, 440, 602]
day-column-thu: [1223, 171, 1586, 1946]
schedule-subcolumn: [1223, 171, 1403, 1946]
program-listing: 6.00 Телеканал "Доброе утро". 9.00 Новости. 9.15 Сериал "РОКОВОЕ НАСЛЕДСТВО". 10.00 XVIII зимние Олимпийские игры. Биатлон. 15 км. Женщины. Сани. Мужчины. Передача из Нагано. 12.00 Новости. 12.15 Вместе. 13.15 Золотая серия. Киноповесть "ДЕЛО БЫЛО В ПЕНЬКОВЕ" (к/ст. им. М. Горького, 1957 г.). 15.00 Новости. 15.15 Программа передач. 15.20 Лего-го! 15.50 Новости. 16.20 Мультсериал "РОЗОВАЯ ПАНТЕРА". 15.55 Марафон-15. 16.15 Звездный час. 16.40 Сериал "НОВЫЕ ПРИКЛЮЧЕНИЯ РОБИН ГУДА" (США). 17.10 XVIII зимние Олимпийские игры. Сани. Мужчины. 18.00 Новости. 18.20 Сериал "РОКОВОЕ НАСЛЕДСТВО". 19.00 Погода. 19.05 "Час пик" на Олимпийских играх. 19.35 Угадай мелодию. 20.00 Мы. 20.45 Спокойной ночи, малыши! 21.00 Время. 21.40 "ПОЛТЕРГЕЙСТ". 22.45 "Кони и неоконченный роман". Татьяна Буре в программе "Женские истории". 23.15 XVIII зимние Олимпийские игры. Биатлон. 15 км. Передача из Нагано. 0.30 Новости. 0.40 Программа передач. 0.50 Детективный сериал "ГЛАВНЫЙ ПОДОЗРЕВАЕМЫЙ" (Великобритания).: [60, 196, 247, 639]
notice-ad: [58, 1982, 442, 2256]
ranova-top: ВСЕГДА НИЗКИЕ ЦЕНЫ: [449, 1984, 827, 2008]
program-listing: 5.50, 7.15 Навигатор. 8.45 Записная книжка. 8.55 Программа передач. 9.00 Деловая Москва. 9.10, 10.50, 1.20 Коммерческий калейдоскоп. 9.15 "ТВ-маркет" представляет. 9.23, 21.50 Прогноз погоды. 9.35 Мыльная опера-1. 9.55, 11.55, 13.55, 14.45, 15.55. 16.55, 17.30, 20.55, 0.45 Новости. 11.00 Сериал "ДОМ БЕЗ ХОЗЯИНА". 12.15, 1.00 Петровка, 38. 12.30 "Деловая Москва". 13.00 Детектив "ВЫСТРЕЛ". 15.00 Мыльная опера-2. 16.15 Ток-шоу. 18.00 "Деловая Москва". 19.15 Мыльная опера-3. 21.00 "ДЕТИ ХЕНДЕРСОНОВ". 21.30 "Пикник". 22.30 Сериал "ВОЛЧИЦА". 23.55 Вечерние новости. 0.35 Помимо прочего.: [1032, 1102, 1192, 1368]
channel-header: 4 канал: [1228, 1066, 1398, 1093]
program-listing: 5.50, 7.15 Навигатор. 8.45 Записная книжка. 8.55 Программа передач. 9.00 Деловая Москва. 9.10, 10.50, 1.20 Коммерческий калейдоскоп. 9.15 "ТВ-маркет" представляет. 9.23, 21.50 Прогноз погоды. 9.35 Мыльная опера-1: "Украденная любовь" (Мексика). 9.55, 13.55, 15.30, 16.45, 15.55. 16.55, 17.30, 20.55, 0.45 Новости. 11.25 Сериал "ДОМ БЕЗ ХОЗЯИНА". 12.00 ТВ-6: "Сериал ВАВИЛОН". 12.15, 1.00 Петровка, 38. 12.30 "Деловая Москва". 13.15 Тренинг "713-я ПРОСИТ ПОСАДКУ" (Ленфильм, 1962 г.). 15.00 Мыльная опера-2: "Украденная любовь" (Мексика). 16.15 Ток-шоу "Лицом к лицу". 17.00 ТВ-6: "Дети Хендерсонов". 18.00 "Деловая Москва". 19.00 Сериал "СЕМНАДЦАТЬ МГНОВЕНИЙ ВЕСНЫ", 5-я серия. 21.00 Аркадий Райкин. Избранное. 21.55 Вечерние новости. 22.30 Детективный сериал "ВОЛЧИЦА". 1-я серия (Мексика). 23.15 Временно. 23.55 Вечерние новости. 0.15 Помимо прочего.: [255, 1235, 440, 1589]
ranova-logo: РАНОВА: [458, 2010, 613, 2046]
channel-header: 33 канал: [1411, 840, 1580, 867]
channel-header: РТР: [1228, 631, 1398, 651]
schedule-subcolumn: [1405, 171, 1585, 1946]
razno-title: ОАО "РАЗНООПТТОРГ": [1280, 1991, 1585, 2026]
day-column-tue: [450, 171, 835, 1946]
program-listing: 13.00 "Для тех, кто дома": телесериал "Лабиринт" (Бразилия). 14.00 Новости REN TV. 14.15 "TV SHOP". 14.45 "Дневной сеанс": фильм "Братья Рико", 1-я серия. 16.15 "В прямом эфире". 16.30 "Для тех, кто дома". 17.00 Новости. 17.30 "Дежурный-соседи": телесериал для подростков (Франция). 18.00 Программа Воронежского государственного телевидения. 19.00 ДЕЛОВОЙ ВОРОНЕЖ. 19.30 ВОРОНЕЖСКИЕ НОВОСТИ. 20.00 Вести. 21.00 "Наш адвокат". 21.15 Прогноз погоды. 22.00 "Музыкальная коллекция". 23.00 Новости REN TV. 0.00 Ночные новости.: [1408, 870, 1577, 1103]
channel-header: ОРТ: [1228, 173, 1398, 193]
schedule-subcolumn: [838, 171, 1028, 1946]
